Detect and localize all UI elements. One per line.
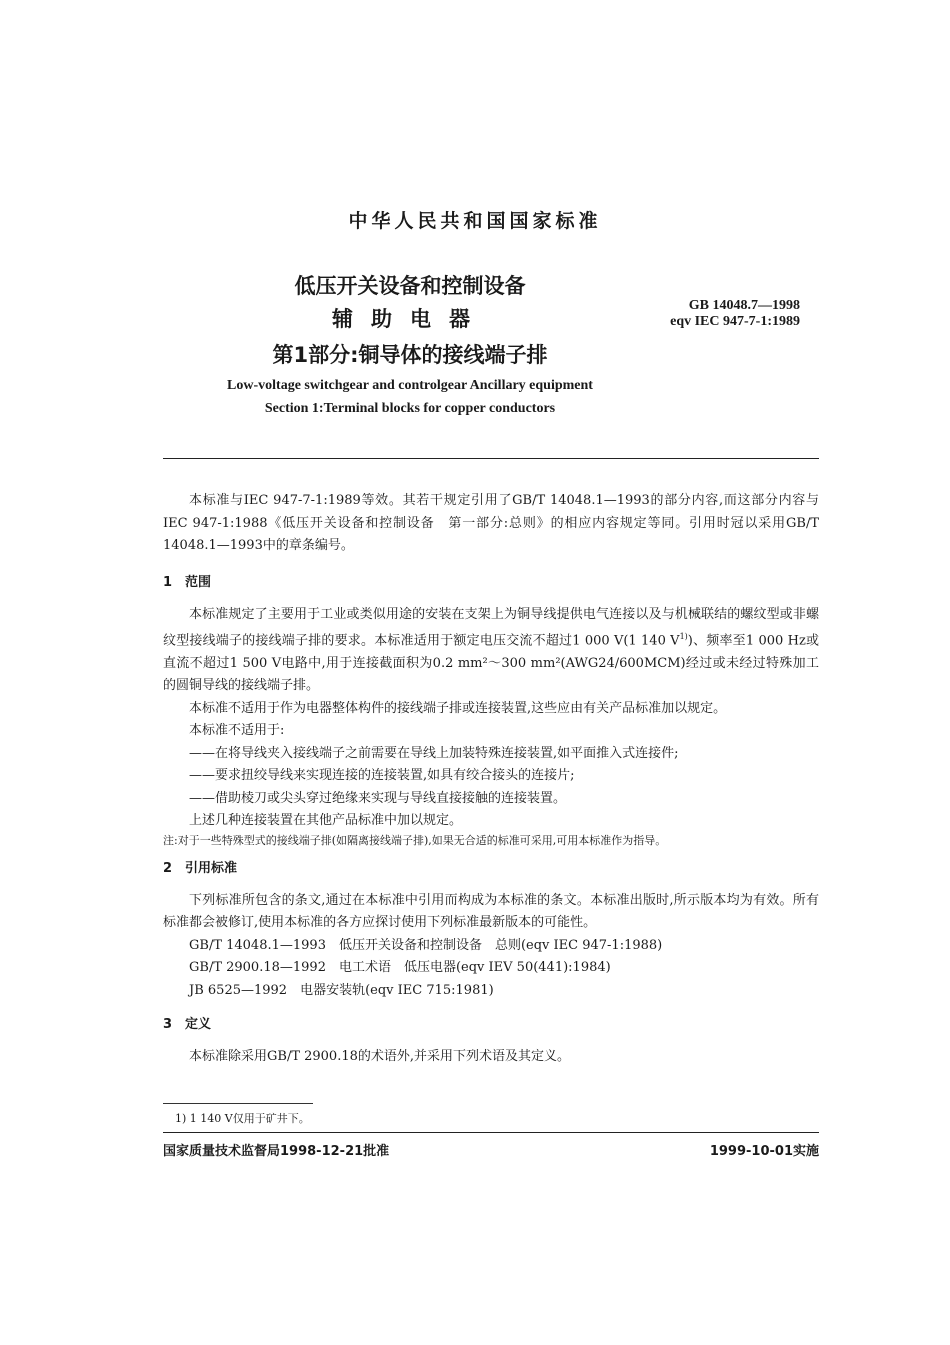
doc-title-line3: 第1部分:铜导体的接线端子排 [272,343,548,367]
standard-code-gb: GB 14048.7—1998 [688,298,800,313]
standard-code [650,298,800,330]
list-item: ——要求扭绞导线来实现连接的连接装置,如具有绞合接头的连接片; [189,768,575,784]
section-2 [163,858,819,1002]
section-1-heading: 1 范围 [163,575,212,590]
footnote-divider [163,1103,313,1104]
header-divider [163,458,819,459]
list-item: ——在将导线夹入接线端子之前需要在导线上加装特殊连接装置,如平面推入式连接件; [189,745,679,761]
footnote: 1) 1 140 V仅用于矿井下。 [175,1112,310,1125]
section-1-p1-text-a: 本标准规定了主要用于工业或类似用途的安装在支架上为铜导线提供电气连接以及与机械联结的螺纹型或非螺纹型接线端子的接线端子排的要求。本标准适用于额定电压交流不超过1 000 V(1 140 V [163,606,819,649]
standard-code-iec: eqv IEC 947-7-1:1989 [670,314,800,329]
list-item: ——借助棱刀或尖头穿过绝缘来实现与导线直接接触的连接装置。 [189,790,567,806]
approval-date: 国家质量技术监督局1998-12-21批准 [163,1144,390,1159]
section-1-p1-text-b: )、频率至1 000 Hz或直流不超过1 500 V电路中,用于连接截面积为0.2 mm²～300 mm²(AWG24/600MCM)经过或未经过特殊加工的圆铜导线的接线端子排。 [163,633,820,694]
section-1-note: 注:对于一些特殊型式的接线端子排(如隔离接线端子排),如果无合适的标准可采用,可用本标准作为指导。 [163,833,667,847]
section-3-heading: 3 定义 [163,1017,212,1032]
reference-item: GB/T 2900.18—1992 电工术语 低压电器(eqv IEV 50(441):1984) [189,960,611,975]
reference-item: JB 6525—1992 电器安装轨(eqv IEC 715:1981) [189,982,494,998]
section-1-paragraph-1 [163,604,819,698]
section-2-heading: 2 引用标准 [163,861,238,876]
national-standard-heading: 中华人民共和国国家标准 [348,210,602,232]
doc-title-line2: 辅助电器 [332,307,488,331]
english-title-line1: Low-voltage switchgear and controlgear Ancillary equipment [227,378,593,393]
section-1-paragraph-2: 本标准不适用于作为电器整体构件的接线端子排或连接装置,这些应由有关产品标准加以规定。 [189,700,727,716]
section-1-paragraph-4: 上述几种连接装置在其他产品标准中加以规定。 [189,813,463,829]
reference-item: GB/T 14048.1—1993 低压开关设备和控制设备 总则(eqv IEC 947-1:1988) [189,937,663,953]
section-1 [163,572,819,849]
section-1-paragraph-3: 本标准不适用于: [189,723,285,739]
doc-title-line1: 低压开关设备和控制设备 [294,274,526,298]
section-3 [163,1014,819,1068]
footer-divider [163,1132,819,1133]
effective-date: 1999-10-01实施 [709,1144,819,1159]
english-title-line2: Section 1:Terminal blocks for copper conductors [264,401,556,416]
intro-paragraph-block [163,490,819,558]
section-3-paragraph-1: 本标准除采用GB/T 2900.18的术语外,并采用下列术语及其定义。 [189,1048,571,1064]
section-2-paragraph-1: 下列标准所包含的条文,通过在本标准中引用而构成为本标准的条文。本标准出版时,所示版本均为有效。所有标准都会被修订,使用本标准的各方应探讨使用下列标准最新版本的可能性。 [163,892,819,930]
footnote-ref: 1) [679,632,688,641]
intro-paragraph: 本标准与IEC 947-7-1:1989等效。其若干规定引用了GB/T 14048.1—1993的部分内容,而这部分内容与IEC 947-1:1988《低压开关设备和控制设备 第一部分:总则》的相应内容规定等同。引用时冠以采用GB/T 14048.1—1993中的章条编号。 [163,493,819,553]
